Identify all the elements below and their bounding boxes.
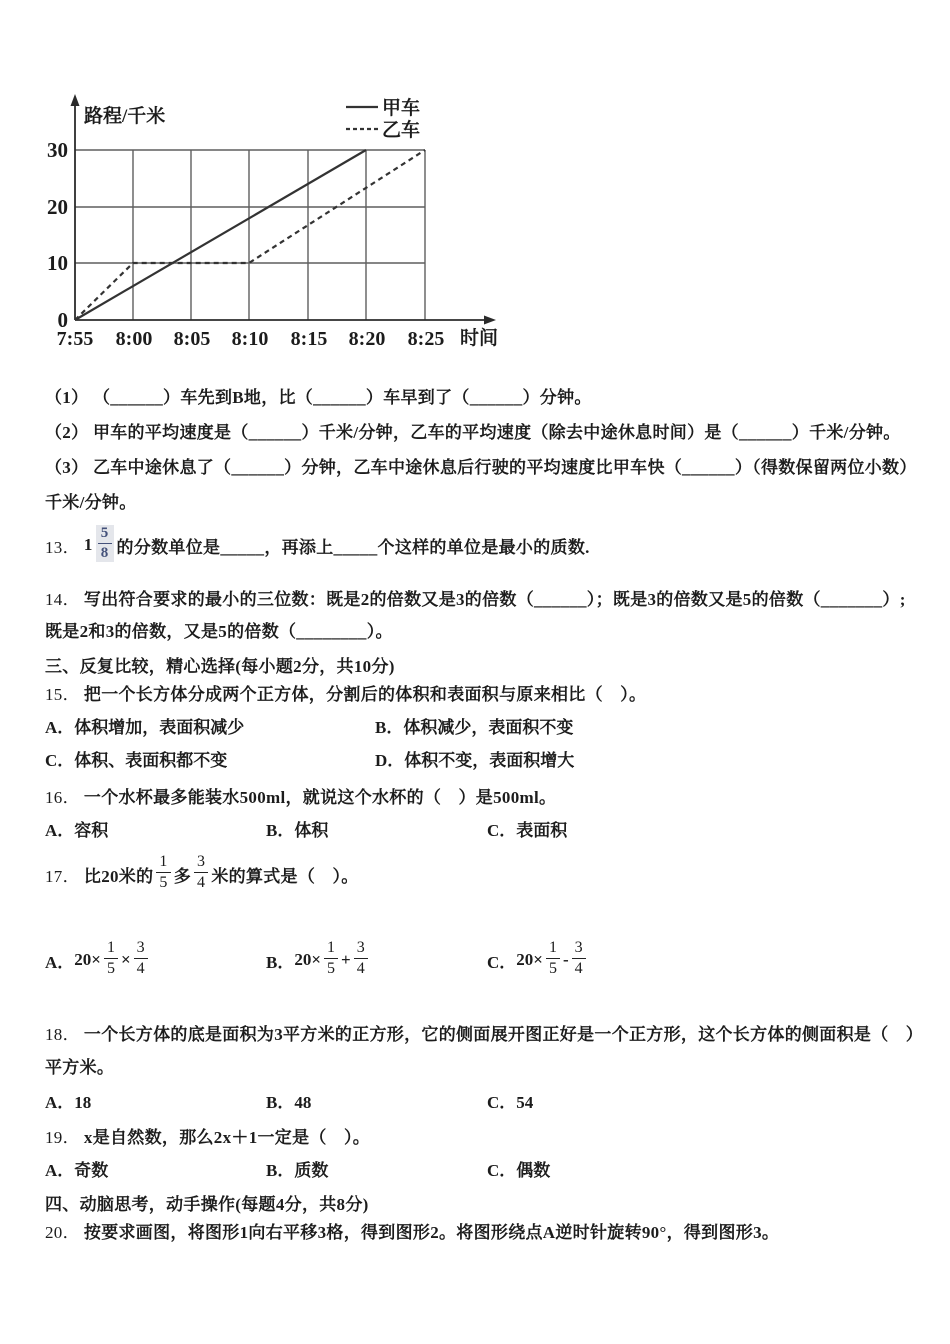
frac-numerator: 3 <box>572 940 586 959</box>
q15-number: 15． <box>45 685 80 704</box>
frac-numerator: 3 <box>354 940 368 959</box>
q17-option-a-label: A． <box>45 952 75 972</box>
section4-title: 四、动脑思考，动手操作(每题4分，共8分) <box>45 1195 369 1214</box>
q20-number: 20． <box>45 1223 80 1242</box>
q17-option-b-frac2 <box>354 940 368 977</box>
chart-grid <box>75 150 425 320</box>
q13-number: 13． <box>45 537 80 557</box>
q16-option-b: B．体积 <box>266 821 329 840</box>
q17-option-c-operator: - <box>562 950 569 969</box>
q17-option-a-frac2 <box>134 940 148 977</box>
q19-stem <box>45 1123 930 1148</box>
x-tick-805: 8:05 <box>173 328 211 350</box>
q18-option-c: C．54 <box>487 1093 534 1112</box>
frac-denominator: 4 <box>356 959 365 977</box>
q19-text: x是自然数，那么2x＋1一定是（ ）。 <box>83 1128 371 1147</box>
q14-line1 <box>45 585 930 610</box>
q12-sub2: （2） 甲车的平均速度是（______）千米/分钟，乙车的平均速度（除去中途休息时间）是（______）千米/分钟。 <box>45 423 901 442</box>
x-tick-800: 8:00 <box>115 328 153 350</box>
q17-frac1-numerator: 1 <box>156 854 170 873</box>
q16-option-c: C．表面积 <box>487 821 568 840</box>
q17-option-a-operator: × <box>120 950 131 969</box>
q17-frac1-denominator: 5 <box>159 873 168 891</box>
q17-number: 17． <box>45 866 80 886</box>
y-tick-30: 30 <box>47 138 68 162</box>
q17-option-c-frac2 <box>572 940 586 977</box>
series-jia-line <box>75 150 366 320</box>
frac-denominator: 5 <box>106 959 115 977</box>
q13-fraction-numerator: 5 <box>98 526 112 544</box>
q15-options-row1 <box>45 713 930 737</box>
q19-number: 19． <box>45 1128 80 1147</box>
legend-yi-label: 乙车 <box>382 120 421 141</box>
chart-legend <box>346 96 420 141</box>
q15-text: 把一个长方体分成两个正方体，分割后的体积和表面积与原来相比（ ）。 <box>83 685 647 704</box>
frac-denominator: 4 <box>136 959 145 977</box>
x-tick-815: 8:15 <box>290 328 328 350</box>
q17-option-c-frac1 <box>546 940 560 977</box>
q15-option-b: B．体积减少，表面积不变 <box>375 718 574 737</box>
q13-text: 的分数单位是_____，再添上_____个这样的单位是最小的质数. <box>116 537 590 557</box>
q15-stem <box>45 680 930 705</box>
x-tick-825: 8:25 <box>407 328 445 350</box>
q19-option-a: A．奇数 <box>45 1161 109 1180</box>
q17-mid-text: 多 <box>173 866 192 886</box>
q19-option-b: B．质数 <box>266 1161 329 1180</box>
y-tick-10: 10 <box>47 251 68 275</box>
q17-frac2-numerator: 3 <box>194 854 208 873</box>
q16-options-row <box>45 816 930 840</box>
q17-stem <box>45 848 930 900</box>
legend-jia-label: 甲车 <box>382 98 421 119</box>
q17-option-a-frac1 <box>104 940 118 977</box>
frac-numerator: 1 <box>546 940 560 959</box>
q16-option-a: A．容积 <box>45 821 109 840</box>
x-tick-820: 8:20 <box>348 328 386 350</box>
q17-pre-text: 比20米的 <box>83 866 154 886</box>
q20-text: 按要求画图，将图形1向右平移3格，得到图形2。将图形绕点A逆时针旋转90°，得到图形3。 <box>83 1223 780 1242</box>
section3-title: 三、反复比较，精心选择(每小题2分，共10分) <box>45 657 395 676</box>
q14-text1: 写出符合要求的最小的三位数：既是2的倍数又是3的倍数（______）；既是3的倍数又是5的倍数（_______）; <box>83 590 906 609</box>
q17-option-b-operator: + <box>341 950 351 969</box>
q18-line2: 平方米。 <box>45 1058 115 1077</box>
q13-fraction <box>96 525 114 562</box>
frac-denominator: 5 <box>327 959 336 977</box>
distance-time-chart <box>0 90 520 362</box>
x-axis-label: 时间 <box>460 328 499 349</box>
x-axis-arrow <box>484 316 496 325</box>
q18-option-b: B．48 <box>266 1093 312 1112</box>
q13-whole-number: 1 <box>83 535 93 554</box>
q16-stem <box>45 783 930 808</box>
q19-options-row <box>45 1156 930 1180</box>
frac-denominator: 5 <box>548 959 557 977</box>
q19-option-c: C．偶数 <box>487 1161 551 1180</box>
series-yi-line <box>75 150 425 320</box>
y-tick-20: 20 <box>47 195 68 219</box>
q18-number: 18． <box>45 1025 80 1044</box>
q17-option-b-label: B． <box>266 952 295 972</box>
q18-line1 <box>45 1020 930 1045</box>
q17-option-b-expr: 20× <box>294 950 322 969</box>
q17-fraction-one-fifth <box>156 854 170 891</box>
q20-stem <box>45 1218 930 1243</box>
y-axis-arrow <box>71 94 80 106</box>
q12-sub3: （3） 乙车中途休息了（______）分钟，乙车中途休息后行驶的平均速度比甲车快（______）（得数保留两位小数） <box>45 458 917 477</box>
q13-stem <box>45 522 930 568</box>
q15-options-row2 <box>45 746 930 770</box>
y-axis-label: 路程/千米 <box>84 106 166 127</box>
q17-frac2-denominator: 4 <box>197 873 206 891</box>
q18-option-a: A．18 <box>45 1093 92 1112</box>
q17-fraction-three-quarters <box>194 854 208 891</box>
q13-fraction-denominator: 8 <box>100 544 109 561</box>
q17-options-row <box>45 933 930 987</box>
q17-option-b-frac1 <box>324 940 338 977</box>
q17-post-text: 米的算式是（ ）。 <box>211 866 359 886</box>
q17-option-c <box>487 933 589 987</box>
q16-number: 16． <box>45 788 80 807</box>
q14-line2: 既是2和3的倍数，又是5的倍数（________）。 <box>45 622 393 641</box>
y-tick-0: 0 <box>57 308 68 332</box>
q14-number: 14． <box>45 590 80 609</box>
frac-numerator: 3 <box>134 940 148 959</box>
q15-option-a: A．体积增加，表面积减少 <box>45 718 245 737</box>
frac-denominator: 4 <box>574 959 583 977</box>
q17-option-a <box>45 933 151 987</box>
q17-option-b <box>266 933 371 987</box>
x-tick-755: 7:55 <box>56 328 94 350</box>
q15-option-c: C．体积、表面积都不变 <box>45 751 228 770</box>
q15-option-d: D．体积不变，表面积增大 <box>375 751 575 770</box>
frac-numerator: 1 <box>104 940 118 959</box>
q18-options-row <box>45 1088 930 1112</box>
q12-sub1: （1） （______）车先到B地，比（______）车早到了（______）分钟。 <box>45 388 592 407</box>
q17-option-a-expr: 20× <box>74 950 101 969</box>
q17-option-c-label: C． <box>487 952 517 972</box>
q12-sub3-cont: 千米/分钟。 <box>45 493 137 512</box>
frac-numerator: 1 <box>324 940 338 959</box>
q18-text1: 一个长方体的底是面积为3平方米的正方形，它的侧面展开图正好是一个正方形，这个长方体的侧面积是（ ） <box>83 1025 924 1044</box>
q17-option-c-expr: 20× <box>516 950 543 969</box>
q16-text: 一个水杯最多能装水500ml，就说这个水杯的（ ）是500ml。 <box>83 788 557 807</box>
x-tick-810: 8:10 <box>231 328 269 350</box>
